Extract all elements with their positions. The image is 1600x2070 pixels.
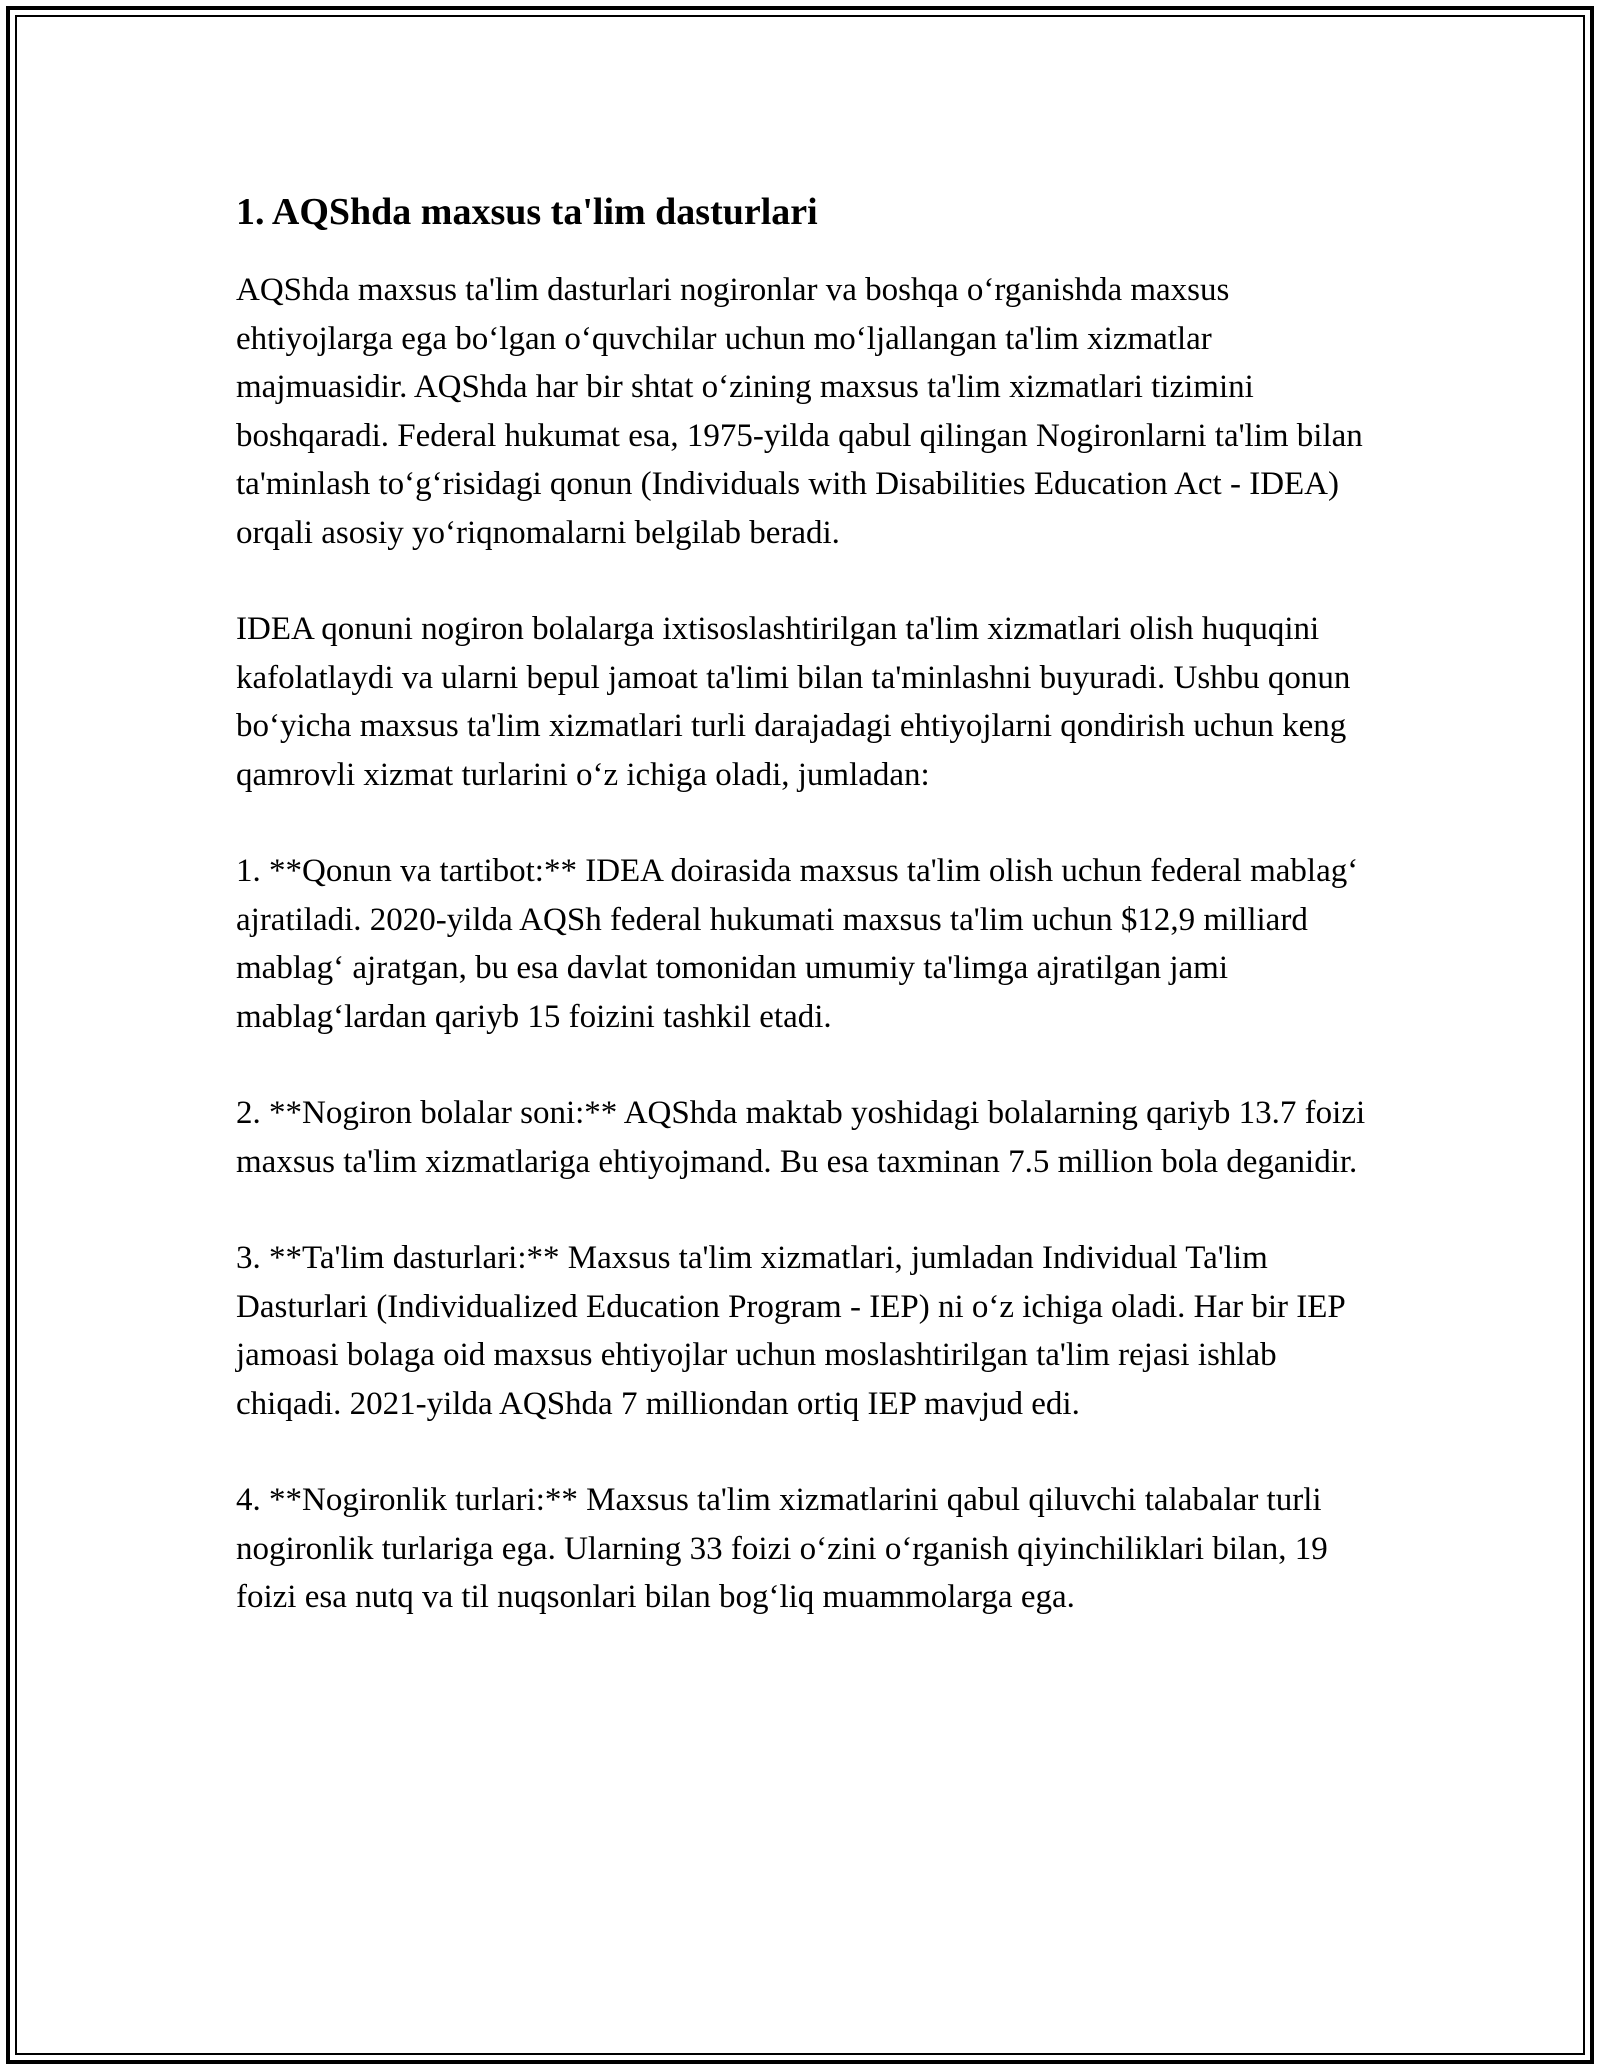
- paragraph-intro: AQShda maxsus ta'lim dasturlari nogironlar va boshqa o‘rganishda maxsus ehtiyojlarga ega bo‘lgan o‘quvchilar uchun mo‘ljallangan ta'lim xizmatlar majmuasidir. AQShda har bir shtat o‘zining maxsus ta'lim xizmatlari tizimini boshqaradi. Federal hukumat esa, 1975-yilda qabul qilingan Nogironlarni ta'lim bilan ta'minlash to‘g‘risidagi qonun (Individuals with Disabilities Education Act - IDEA) orqali asosiy yo‘riqnomalarni belgilab beradi.: [236, 272, 1363, 551]
- list-item-children-count: 2. **Nogiron bolalar soni:** AQShda maktab yoshidagi bolalarning qariyb 13.7 foizi maxsus ta'lim xizmatlariga ehtiyojmand. Bu esa taxminan 7.5 million bola deganidir.: [236, 1095, 1366, 1180]
- list-item-programs: 3. **Ta'lim dasturlari:** Maxsus ta'lim xizmatlari, jumladan Individual Ta'lim Dasturlari (Individualized Education Program - IEP) ni o‘z ichiga oladi. Har bir IEP jamoasi bolaga oid maxsus ehtiyojlar uchun moslashtirilgan ta'lim rejasi ishlab chiqadi. 2021-yilda AQShda 7 milliondan ortiq IEP mavjud edi.: [236, 1240, 1345, 1422]
- document-body: [236, 186, 1376, 1622]
- document-title: 1. AQShda maxsus ta'lim dasturlari: [236, 191, 818, 233]
- list-item-disability-types: 4. **Nogironlik turlari:** Maxsus ta'lim xizmatlarini qabul qiluvchi talabalar turli nogironlik turlariga ega. Ularning 33 foizi o‘zini o‘rganish qiyinchiliklari bilan, 19 foizi esa nutq va til nuqsonlari bilan bog‘liq muammolarga ega.: [236, 1482, 1328, 1615]
- list-item-funding: 1. **Qonun va tartibot:** IDEA doirasida maxsus ta'lim olish uchun federal mablag‘ ajratiladi. 2020-yilda AQSh federal hukumati maxsus ta'lim uchun $12,9 milliard mablag‘ ajratgan, bu esa davlat tomonidan umumiy ta'limga ajratilgan jami mablag‘lardan qariyb 15 foizini tashkil etadi.: [236, 853, 1359, 1035]
- paragraph-idea: IDEA qonuni nogiron bolalarga ixtisoslashtirilgan ta'lim xizmatlari olish huquqini kafolatlaydi va ularni bepul jamoat ta'limi bilan ta'minlashni buyuradi. Ushbu qonun bo‘yicha maxsus ta'lim xizmatlari turli darajadagi ehtiyojlarni qondirish uchun keng qamrovli xizmat turlarini o‘z ichiga oladi, jumladan:: [236, 611, 1351, 793]
